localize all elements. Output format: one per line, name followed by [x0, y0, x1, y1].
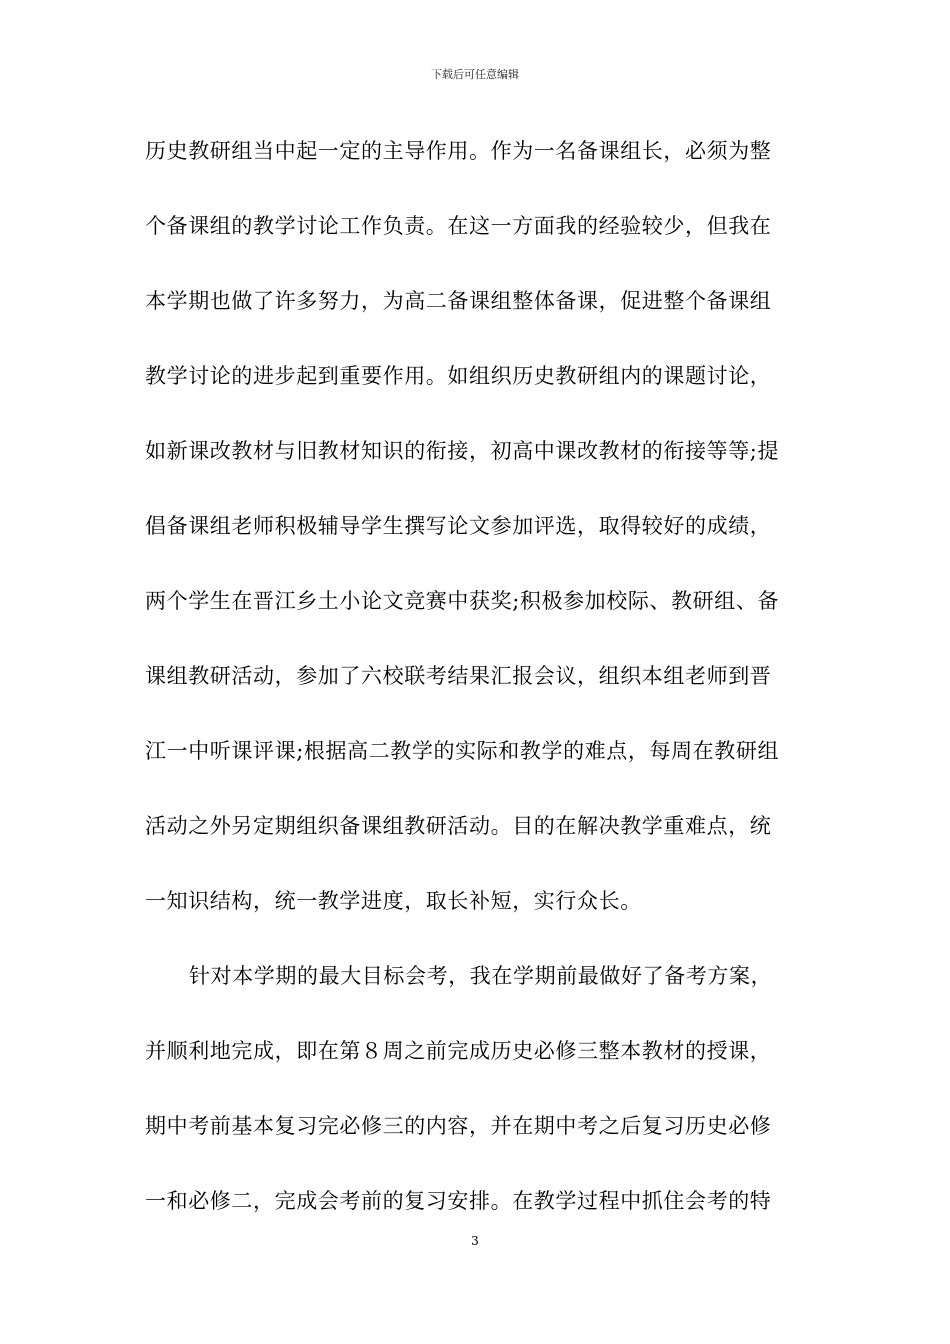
text-line: 活动之外另定期组织备课组教研活动。目的在解决教学重难点，统: [145, 814, 772, 838]
page-number: 3: [471, 1234, 479, 1248]
text-line: 针对本学期的最大目标会考，我在学期前最做好了备考方案，: [189, 964, 773, 988]
text-line: 一和必修二，完成会考前的复习安排。在教学过程中抓住会考的特: [145, 1189, 772, 1213]
text-line: 本学期也做了许多努力，为高二备课组整体备课，促进整个备课组: [145, 289, 772, 313]
text-line: 如新课改教材与旧教材知识的衔接，初高中课改教材的衔接等等;提: [145, 439, 780, 463]
text-line: 个备课组的教学讨论工作负责。在这一方面我的经验较少，但我在: [145, 214, 772, 238]
text-line: 课组教研活动，参加了六校联考结果汇报会议，组织本组老师到晋: [145, 664, 772, 688]
text-line: 并顺利地完成，即在第８周之前完成历史必修三整本教材的授课，: [145, 1039, 772, 1063]
text-line: 江一中听课评课;根据高二教学的实际和教学的难点，每周在教研组: [145, 739, 780, 763]
text-line: 两个学生在晋江乡土小论文竞赛中获奖;积极参加校际、教研组、备: [145, 589, 780, 613]
text-line: 倡备课组老师积极辅导学生撰写论文参加评选，取得较好的成绩，: [145, 514, 772, 538]
page-header-note: 下载后可任意编辑: [431, 68, 519, 81]
text-line: 教学讨论的进步起到重要作用。如组织历史教研组内的课题讨论，: [145, 364, 772, 388]
text-line: 一知识结构，统一教学进度，取长补短，实行众长。: [145, 889, 642, 913]
text-line: 期中考前基本复习完必修三的内容，并在期中考之后复习历史必修: [145, 1114, 772, 1138]
text-line: 历史教研组当中起一定的主导作用。作为一名备课组长，必须为整: [145, 139, 772, 163]
